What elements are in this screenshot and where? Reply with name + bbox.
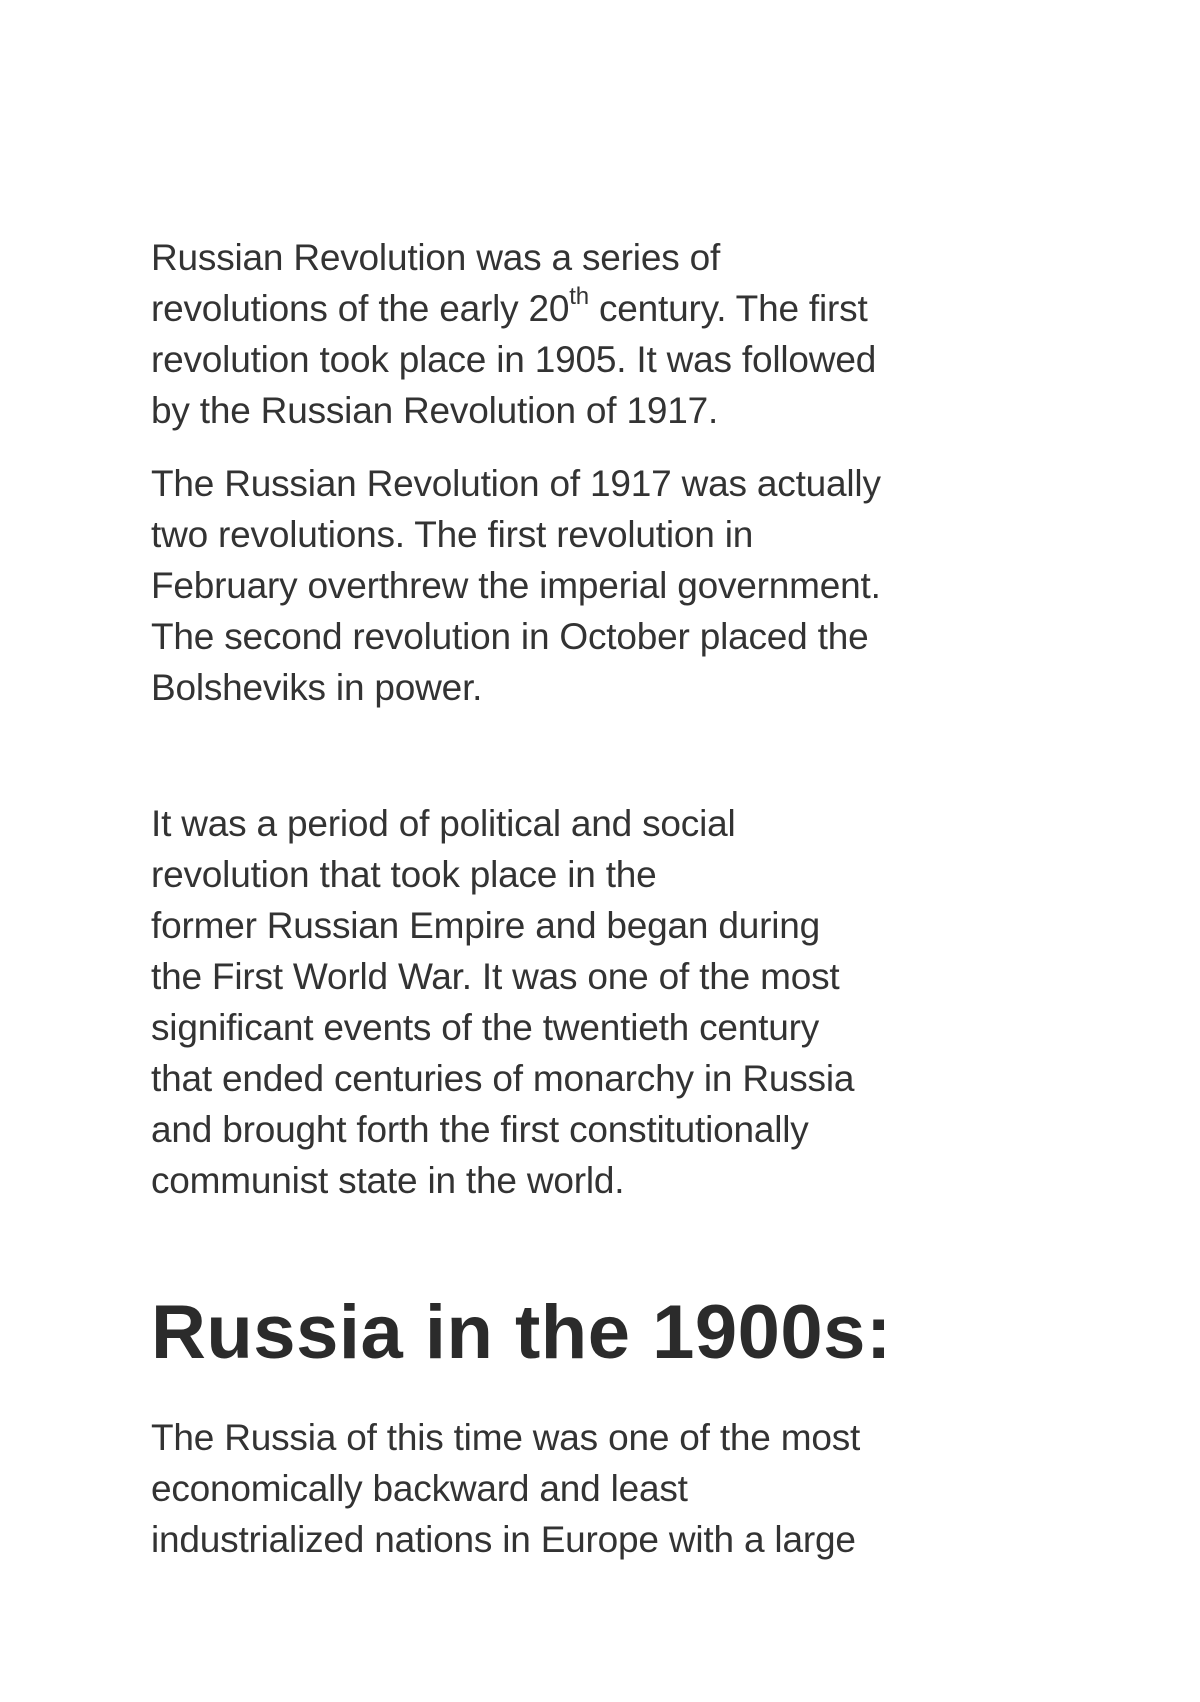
text-line: February overthrew the imperial government. — [151, 565, 881, 606]
text-line: revolution took place in 1905. It was followed — [151, 339, 877, 380]
text-line: two revolutions. The first revolution in — [151, 514, 754, 555]
text-line: economically backward and least — [151, 1468, 688, 1509]
text-line: industrialized nations in Europe with a large — [151, 1519, 856, 1560]
text-line: significant events of the twentieth century — [151, 1007, 820, 1048]
text-line: and brought forth the first constitutionally — [151, 1109, 809, 1150]
ordinal-superscript: th — [569, 282, 589, 310]
text-line: Russian Revolution was a series of — [151, 237, 721, 278]
document-page — [151, 232, 1031, 1565]
text-line: Bolsheviks in power. — [151, 667, 483, 708]
text-line — [151, 283, 1031, 334]
text-line: the First World War. It was one of the most — [151, 956, 840, 997]
text-segment: century. The first — [588, 288, 868, 329]
russia-1900s-paragraph — [151, 1412, 1031, 1565]
section-heading: Russia in the 1900s: — [151, 1290, 892, 1375]
text-line: The second revolution in October placed the — [151, 616, 869, 657]
text-line: revolution that took place in the — [151, 854, 657, 895]
text-line: by the Russian Revolution of 1917. — [151, 390, 719, 431]
text-line: former Russian Empire and began during — [151, 905, 821, 946]
text-line: communist state in the world. — [151, 1160, 625, 1201]
text-line: The Russian Revolution of 1917 was actually — [151, 463, 881, 504]
text-line: The Russia of this time was one of the most — [151, 1417, 861, 1458]
period-paragraph — [151, 798, 1031, 1206]
two-revolutions-paragraph — [151, 458, 1031, 713]
text-segment: revolutions of the early 20 — [151, 288, 570, 329]
text-line: that ended centuries of monarchy in Russia — [151, 1058, 855, 1099]
text-line: It was a period of political and social — [151, 803, 736, 844]
intro-paragraph — [151, 232, 1031, 436]
